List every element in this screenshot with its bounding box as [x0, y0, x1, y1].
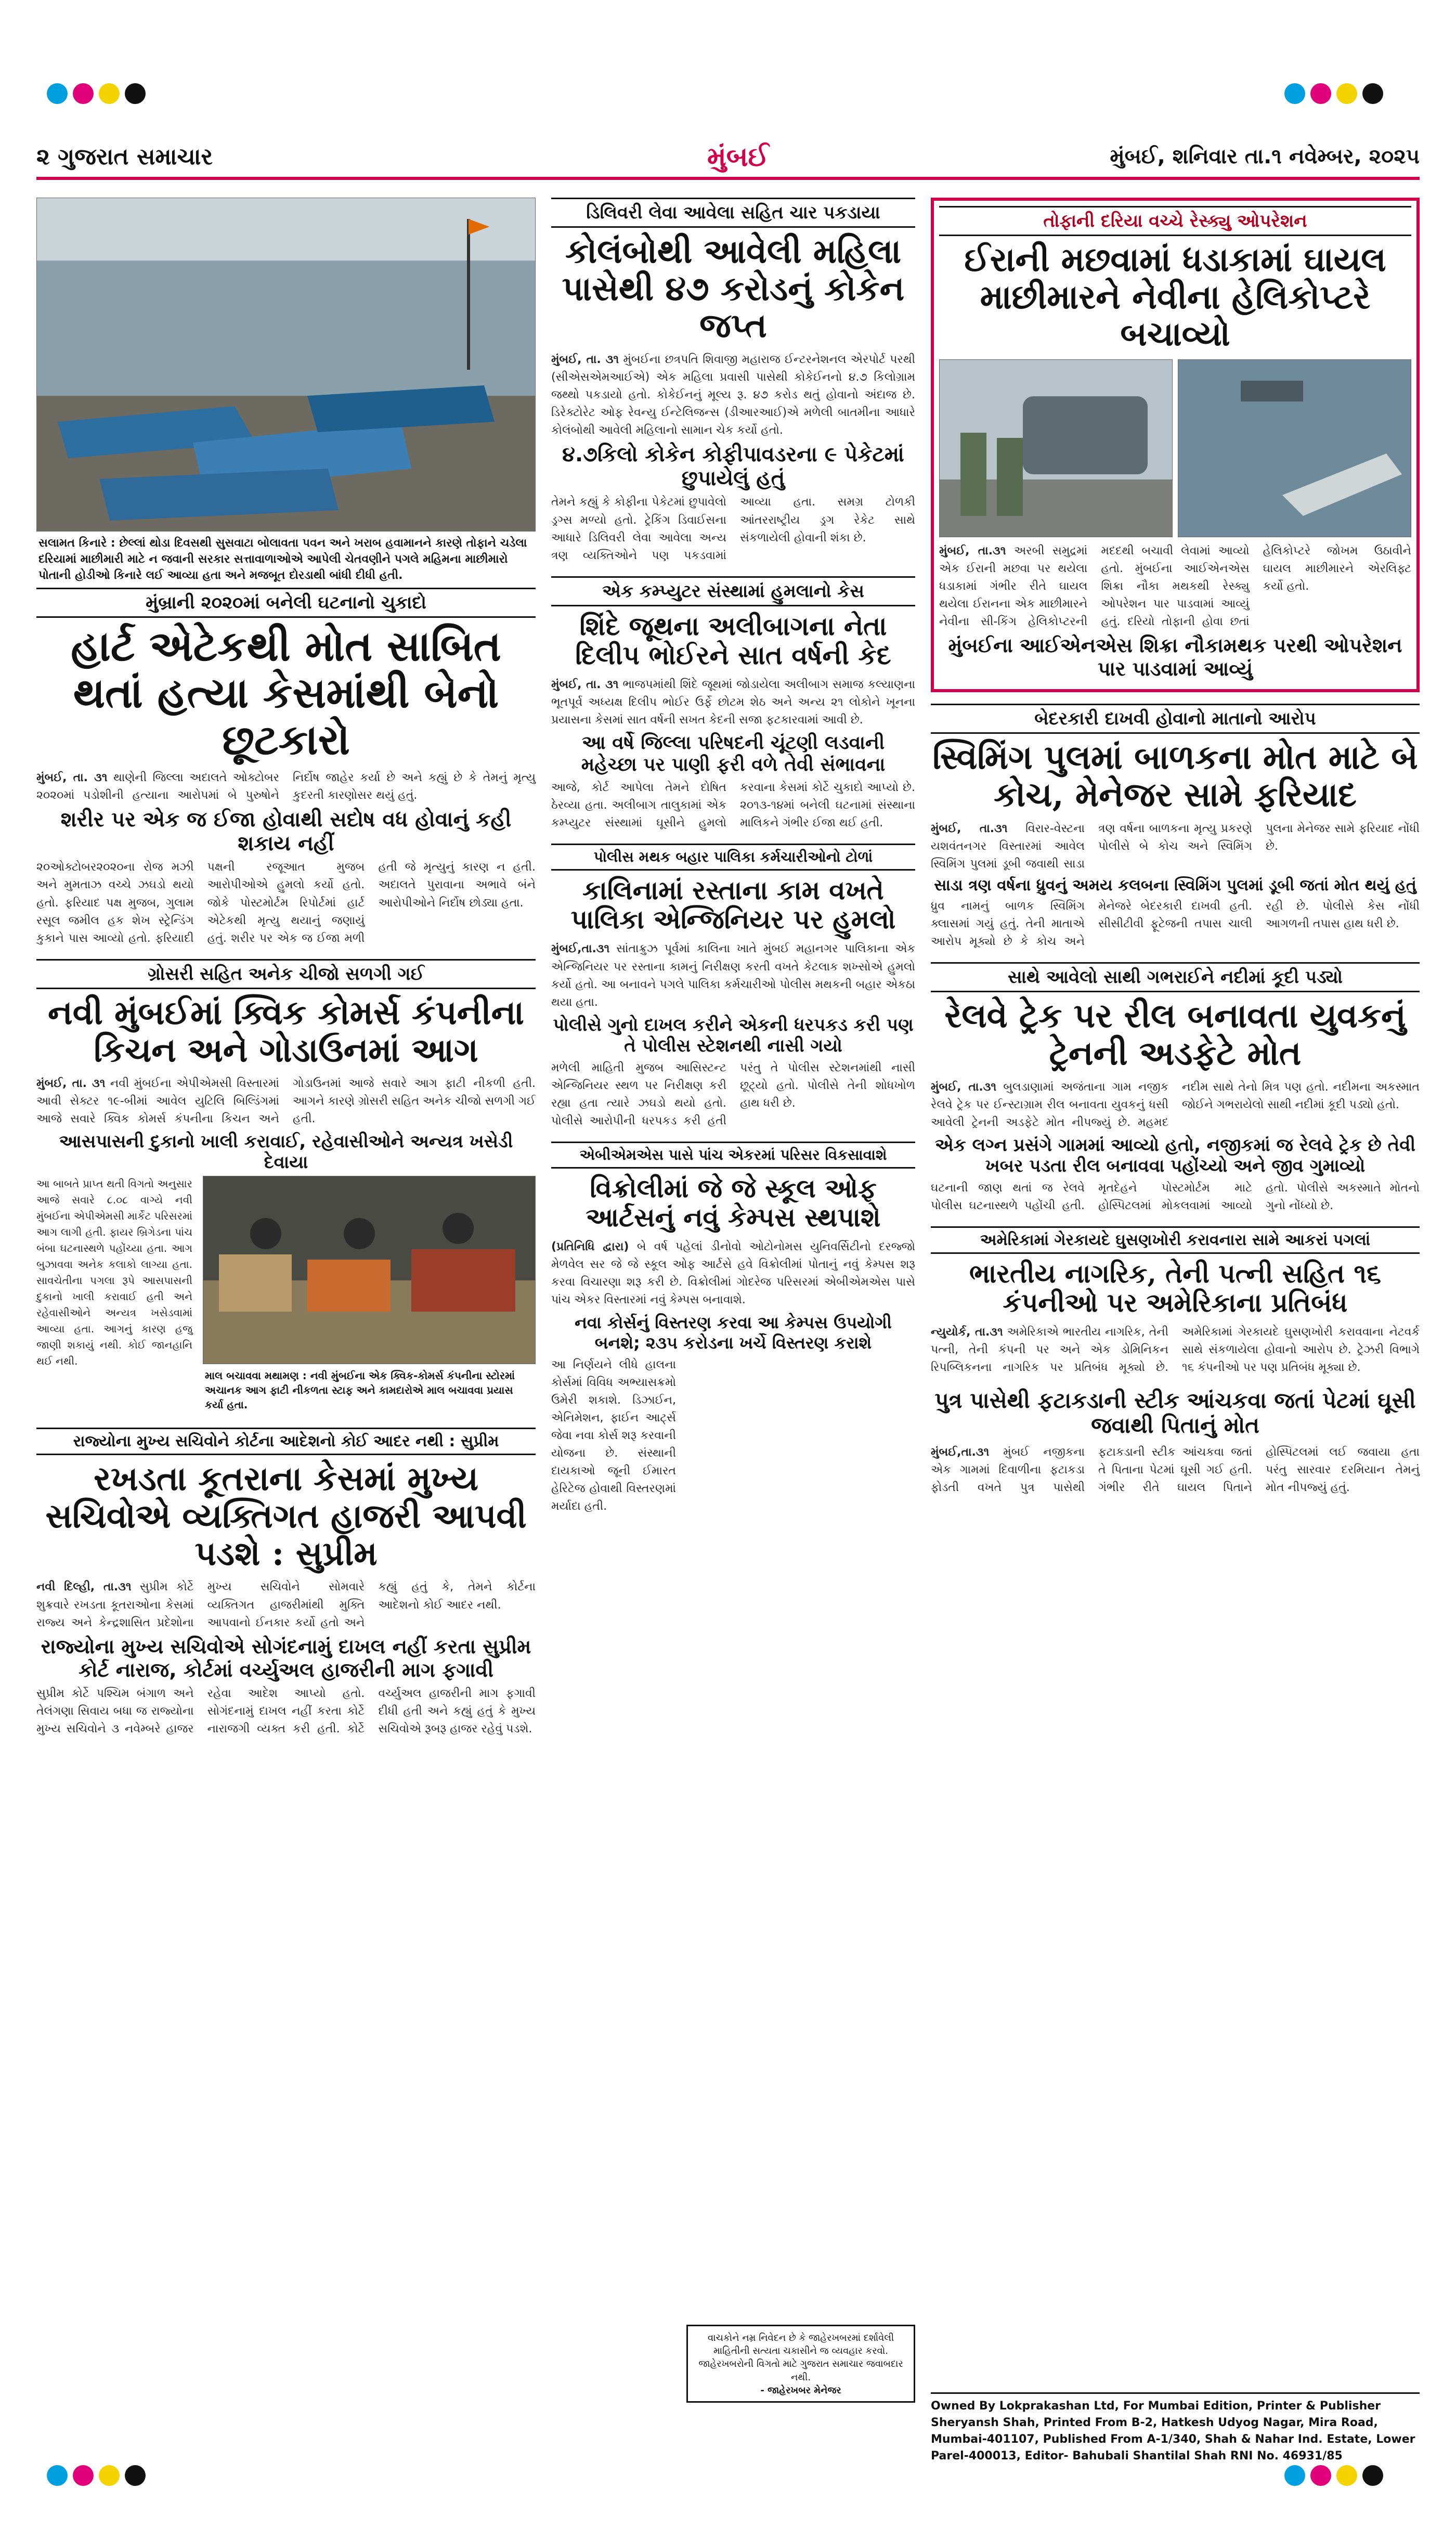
section-title: મુંબઈ [707, 141, 769, 173]
helicopter-image [940, 360, 1173, 537]
fire-photo [203, 1176, 536, 1364]
story-body: (પ્રતિનિધિ દ્વારા) બે વર્ષ પહેલાં ડીનોવો ઓટોનોમસ યુનિવર્સિટીનો દરજ્જો મેળવેલ સર જે જે સ્કૂલ ઓફ આર્ટસે હવે વિક્રોલીમાં પોતાનું નવું કેમ્પસ શરૂ કરવા વિચારણા શરૂ કરી છે. વિક્રોલીમાં ગોદરેજ પરિસરમાં એબીએમએસ પાસે પાંચ એકર વિસ્તારમાં નવું કેમ્પસ બનાવાશે. [551, 1240, 915, 1307]
subheadline: ૪.૭કિલો કોકેન કોફીપાવડરના ૯ પેકેટમાં છુપાયેલું હતું [562, 443, 904, 491]
registration-mark [47, 2465, 68, 2486]
rescue-sea-photo [1178, 359, 1411, 537]
subheadline: મુંબઈના આઈએનએસ શિક્રા નૌકામથક પરથી ઓપરેશન પાર પાડવામાં આવ્યું [948, 634, 1402, 681]
story-cocaine-seizure [551, 198, 915, 565]
fire-scene-image [203, 1176, 536, 1364]
kicker: એક કમ્પ્યુટર સંસ્થામાં હુમલાનો કેસ [551, 576, 915, 606]
subheadline: શરીર પર એક જ ઈજા હોવાથી સદોષ વધ હોવાનું કહી શકાય નહીં [60, 808, 512, 856]
story-body: મુંબઈ,તા.૩૧ મુંબઈ નજીકના એક ગામમાં દિવાળીના ફટાકડા ફોડતી વખતે પુત્ર પાસેથી ફટાકડાની સ્ટીક આંચકવા જતાં તે પિતાના પેટમાં ઘૂસી ગઈ હતી. ગંભીર રીતે ઘાયલ પિતાને હોસ્પિટલમાં લઈ જવાયા હતા પરંતુ સારવાર દરમિયાન તેમનું મોત નીપજ્યું હતું. [931, 1445, 1420, 1494]
edition-date: મુંબઈ, શનિવાર તા.૧ નવેમ્બર, ૨૦૨૫ [1110, 145, 1420, 169]
column-middle [551, 198, 915, 2402]
page-header [36, 140, 1420, 180]
headline: શિંદે જૂથના અલીબાગના નેતા દિલીપ ભોઈરને સાત વર્ષની કેદ [575, 610, 891, 670]
story-body: મુંબઈ, તા. ૩૧ ભાજપમાંથી શિંદે જૂથમાં જોડાયેલા અલીબાગ સમાજ કલ્યાણના ભૂતપૂર્વ અધ્યક્ષ દિલીપ ભોઈર ઉર્ફે છોટમ શેઠ અને અન્ય ૨૧ લોકોને ખૂનના પ્રયાસના કેસમાં સાત વર્ષની સખત કેદની સજા ફટકારવામાં આવી છે. [551, 678, 915, 727]
story-jj-school [551, 1142, 915, 1515]
story-body: નવી દિલ્હી, તા.૩૧ સુપ્રીમ કોર્ટે શુક્રવારે રખડતા કૂતરાઓના કેસમાં રાજ્ય અને કેન્દ્રશાસિત પ્રદેશોના મુખ્ય સચિવોને સોમવારે વ્યક્તિગત હાજરીમાંથી મુક્તિ આપવાનો ઈનકાર કર્યો હતો અને કહ્યું હતું કે, તેમને કોર્ટના આદેશનો કોઈ આદર નથી. [36, 1580, 536, 1629]
headline: ભારતીય નાગરિક, તેની પત્ની સહિત ૧૬ કંપનીઓ પર અમેરિકાના પ્રતિબંધ [969, 1258, 1381, 1318]
kicker: બેદરકારી દાખવી હોવાનો માતાનો આરોપ [931, 704, 1420, 734]
kicker: પોલીસ મથક બહાર પાલિકા કર્મચારીઓનો ટોળાં [551, 844, 915, 871]
publisher-imprint: Owned By Lokprakashan Ltd, For Mumbai Edition, Printer & Publisher Sheryansh Shah, Printed From B-2, Hatkesh Udyog Nagar, Mira Road, Mumbai-401107, Published From A-1/340, Shah & Nahar Ind. Estate, Lower Parel-400013, Editor- Bahubali Shantilal Shah RNI No. 46931/85 [931, 2392, 1420, 2465]
story-body: મુંબઈ,તા.૩૧ સાંતાક્રુઝ પૂર્વમાં કાલિના ખાતે મુંબઈ મહાનગર પાલિકાના એક એન્જિનિયર પર રસ્તાના કામનું નિરીક્ષણ કરતી વખતે કેટલાક શખ્સોએ હુમલો કર્યો હતો. આ બનાવને પગલે પાલિકા કર્મચારીઓ પોલીસ મથકની બહાર એકઠા થયા હતા. [551, 942, 916, 1009]
registration-mark [73, 2465, 94, 2486]
kicker: મુંબ્રાની ૨૦૨૦માં બનેલી ઘટનાનો ચુકાદો [36, 588, 536, 618]
headline: કોલંબોથી આવેલી મહિલા પાસેથી ૪૭ કરોડનું કોકેન જપ્ત [562, 232, 905, 346]
kicker: ગ્રોસરી સહિત અનેક ચીજો સળગી ગઈ [36, 959, 536, 989]
story-kalina-attack [551, 844, 915, 1130]
registration-mark [47, 83, 68, 104]
story-swimming-pool [931, 704, 1420, 951]
story-body: મુંબઈ, તા. ૩૧ મુંબઈના છત્રપતિ શિવાજી મહારાજ ઈન્ટરનેશનલ એરપોર્ટ પરથી (સીએસએમઆઈએ) એક મહિલા પ્રવાસી પાસેથી કોકેઈનનો ૪.૭ કિલોગ્રામ જથ્થો પકડાયો હતો. કોકેઈનનું મૂલ્ય રૂ. ૪૭ કરોડ થતું હોવાનો અંદાજ છે. ડિરેક્ટોરેટ ઓફ રેવન્યુ ઈન્ટેલિજન્સ (ડીઆરઆઈ)એ મળેલી બાતમીના આધારે કોલંબોથી આવેલી મહિલાનો સામાન ચેક કર્યો હતો. [551, 353, 915, 437]
registration-mark [99, 2465, 120, 2486]
fishing-boats-image [37, 198, 536, 531]
photo-caption: સલામત કિનારે : છેલ્લાં થોડા દિવસથી સુસવાટા બોલાવતા પવન અને ખરાબ હવામાનને કારણે તોફાને ચડેલા દરિયામાં માછીમારી માટે ન જવાની સરકાર સત્તાવાળાઓએ આપેલી ચેતવણીને પગલે મહિમના માછીમારો પોતાની હોડીઓ કિનારે લઈ આવ્યા હતા અને મજબૂત દોરડાથી બાંધી દીધી હતી. [38, 537, 527, 582]
story-body-continued: તેમને કહ્યું કે કોફીના પેકેટમાં છુપાવેલો ડ્રગ્સ મળ્યો હતો. ટ્રેકિંગ ડિવાઈસના આધારે ડિલિવરી લેવા આવેલા અન્ય ત્રણ વ્યક્તિઓને પણ પકડવામાં આવ્યા હતા. સમગ્ર ટોળકી આંતરરાષ્ટ્રીય ડ્રગ રેકેટ સાથે સંકળાયેલી હોવાની શંકા છે. [551, 496, 915, 562]
story-navy-rescue [931, 198, 1420, 692]
registration-mark [1310, 2465, 1331, 2486]
registration-mark [125, 83, 146, 104]
story-body: મુંબઈ, તા. ૩૧ થાણેની જિલ્લા અદાલતે ઓક્ટોબર ૨૦૨૦માં પડોશીની હત્યાના આરોપમાં બે પુરુષોને નિર્દોષ જાહેર કર્યા છે અને કહ્યું છે કે તેમનું મૃત્યુ કુદરતી કારણોસર થયું હતું. [36, 771, 536, 802]
headline: ઈરાની મછવામાં ધડાકામાં ઘાયલ માછીમારને નેવીના હેલિકોપ્ટરે બચાવ્યો [964, 240, 1386, 354]
story-body-continued: આજે, કોર્ટ આપેલા તેમને દોષિત ઠેરવ્યા હતા. અલીબાગ તાલુકામાં એક કમ્પ્યુટર સંસ્થામાં ઘૂસીને હુમલો કરવાના કેસમાં કોર્ટે ચુકાદો આપ્યો છે. ૨૦૧૩-૧૪માં બનેલી ઘટનામાં સંસ્થાના માલિકને ગંભીર ઈજા થઈ હતી. [551, 781, 915, 830]
registration-mark [1310, 83, 1331, 104]
headline: નવી મુંબઈમાં ક્વિક કોમર્સ કંપનીના કિચન અને ગોડાઉનમાં આગ [48, 993, 524, 1070]
subheadline: નવા કોર્સનું વિસ્તરણ કરવા આ કેમ્પસ ઉપયોગી બનશે; ૨૩૫ કરોડના ખર્ચે વિસ્તરણ કરાશે [575, 1312, 892, 1353]
kicker: અમેરિકામાં ગેરકાયદે ઘુસણખોરી કરાવનારા સામે આકરાં પગલાં [931, 1226, 1420, 1254]
story-body-continued: મળેલી માહિતી મુજબ આસિસ્ટન્ટ એન્જિનિયર સ્થળ પર નિરીક્ષણ કરી રહ્યા હતા ત્યારે ઝઘડો થયો હતો. પોલીસે આરોપીની ધરપકડ કરી હતી પરંતુ તે પોલીસ સ્ટેશનમાંથી નાસી છૂટ્યો હતો. પોલીસે તેની શોધખોળ હાથ ધરી છે. [551, 1061, 915, 1128]
story-railway-reel [931, 962, 1420, 1215]
subheadline: આસપાસની દુકાનો ખાલી કરાવાઈ, રહેવાસીઓને અન્યત્ર ખસેડી દેવાયા [59, 1131, 513, 1173]
sea-rescue-image [1178, 360, 1411, 537]
navy-helicopter-photo [939, 359, 1173, 537]
kicker: ડિલિવરી લેવા આવેલા સહિત ચાર પકડાયા [551, 198, 915, 228]
registration-mark [99, 83, 120, 104]
column-right [931, 198, 1420, 2402]
headline: રખડતા કૂતરાના કેસમાં મુખ્ય સચિવોએ વ્યક્તિગત હાજરી આપવી પડશે : સુપ્રીમ [45, 1459, 527, 1573]
advertisement-notice: વાચકોને નમ્ર નિવેદન છે કે જાહેરખબરમાં દર્શાવેલી માહિતીની સત્યતા ચકાસીને જ વ્યવહાર કરવો. જાહેરખબરોની વિગતો માટે ગુજરાત સમાચાર જવાબદાર નથી. - જાહેરખબર મેનેજર [686, 2325, 915, 2403]
registration-mark [1336, 83, 1357, 104]
story-body-continued: ઘટનાની જાણ થતાં જ રેલવે પોલીસ ઘટનાસ્થળે પહોંચી હતી. મૃતદેહને પોસ્ટમોર્ટમ માટે હોસ્પિટલમાં મોકલવામાં આવ્યો હતો. પોલીસે અકસ્માતે મોતનો ગુનો નોંધ્યો છે. [931, 1182, 1420, 1213]
headline: રેલવે ટ્રેક પર રીલ બનાવતા યુવકનું ટ્રેનની અડફેટે મોત [944, 996, 1406, 1073]
photo-caption: માલ બચાવવા મથામણ : નવી મુંબઈના એક ક્વિક-કોમર્સ કંપનીના સ્ટોરમાં અચાનક આગ ફાટી નીકળતા સ્ટાફ અને કામદારોએ માલ બચાવવા પ્રયાસ કર્યા હતા. [205, 1369, 515, 1411]
registration-mark [1284, 83, 1305, 104]
story-body: ન્યુયોર્ક, તા.૩૧ અમેરિકાએ ભારતીય નાગરિક, તેની પત્ની, તેની કંપની પર અને એક ડોમિનિકન રિપબ્લિકનના નાગરિક પર પ્રતિબંધ મૂક્યો છે. અમેરિકામાં ગેરકાયદે ઘુસણખોરી કરાવવાના નેટવર્ક સાથે સંકળાયેલા હોવાનો આરોપ છે. ટ્રેઝરી વિભાગે ૧૬ કંપનીઓ પર પણ પ્રતિબંધ મૂક્યા છે. [931, 1326, 1420, 1375]
registration-mark [1362, 2465, 1383, 2486]
subheadline: પોલીસે ગુનો દાખલ કરીને એકની ધરપકડ કરી પણ તે પોલીસ સ્ટેશનથી નાસી ગયો [553, 1014, 914, 1056]
story-body-continued: સુપ્રીમ કોર્ટે પશ્ચિમ બંગાળ અને તેલંગણા સિવાય બધા જ રાજ્યોના મુખ્ય સચિવોને ૩ નવેમ્બરે હાજર રહેવા આદેશ આપ્યો હતો. સોગંદનામું દાખલ નહીં કરતા કોર્ટે નારાજગી વ્યક્ત કરી હતી. કોર્ટે વર્ચ્યુઅલ હાજરીની માગ ફગાવી દીધી હતી અને કહ્યું હતું કે મુખ્ય સચિવોએ રૂબરૂ હાજર રહેવું પડશે. [36, 1687, 536, 1735]
story-body: મુંબઈ, તા.૩૧ બુલડાણામાં અજંતાના ગામ નજીક રેલવે ટ્રેક પર ઈન્સ્ટાગ્રામ રીલ બનાવતા યુવકનું ધસી આવેલી ટ્રેનની અડફેટે મોત નીપજ્યું છે. મહમદ નદીમ સાથે તેનો મિત્ર પણ હતો. નદીમના અકસ્માત જોઈને ગભરાયેલો સાથી નદીમાં કૂદી પડ્યો હતો. [931, 1080, 1420, 1129]
subheadline: રાજ્યોના મુખ્ય સચિવોએ સોગંદનામું દાખલ નહીં કરતા સુપ્રીમ કોર્ટ નારાજ, કોર્ટમાં વર્ચ્યુઅલ હાજરીની માગ ફગાવી [41, 1635, 531, 1681]
kicker: સાથે આવેલો સાથી ગભરાઈને નદીમાં કૂદી પડ્યો [931, 962, 1420, 992]
page-number: ૨ ગુજરાત સમાચાર [36, 144, 213, 170]
story-body: મુંબઈ, તા. ૩૧ નવી મુંબઈના એપીએમસી વિસ્તારમાં આવી સેક્ટર ૧૯-બીમાં આવેલ યુટિલિ બિલ્ડિંગમાં આજે સવારે ક્વિક કોમર્સ કંપનીના કિચન અને ગોડાઉનમાં આજે સવારે આગ ફાટી નીકળી હતી. આગને કારણે ગ્રોસરી સહિત અનેક ચીજો સળગી ગઈ હતી. [36, 1077, 536, 1126]
kicker: રાજ્યોના મુખ્ય સચિવોને કોર્ટના આદેશનો કોઈ આદર નથી : સુપ્રીમ [36, 1428, 536, 1455]
registration-mark [125, 2465, 146, 2486]
story-body: મુંબઈ, તા.૩૧ અરબી સમુદ્રમાં એક ઈરાની મછવા પર થયેલા ધડાકામાં ગંભીર રીતે ઘાયલ થયેલા ઈરાનના એક માછીમારને નેવીના સી-કિંગ હેલિકોપ્ટરની મદદથી બચાવી લેવામાં આવ્યો હતો. મુંબઈના આઈએનએસ શિક્રા નૌકા મથકથી રેસ્ક્યુ ઓપરેશન પાર પાડવામાં આવ્યું હતું. દરિયો તોફાની હોવા છતાં હેલિકોપ્ટરે જોખમ ઉઠાવીને ઘાયલ માછીમારને એરલિફ્ટ કર્યો હતો. [939, 545, 1411, 629]
story-us-sanctions [931, 1226, 1420, 1377]
subheadline: સાડા ત્રણ વર્ષના ધ્રુવનું અમય કલબના સ્વિમિંગ પુલમાં ડૂબી જતાં મોત થયું હતું [934, 876, 1416, 895]
headline: પુત્ર પાસેથી ફટાકડાની સ્ટીક આંચકવા જતાં પેટમાં ઘૂસી જવાથી પિતાનું મોત [934, 1388, 1416, 1438]
registration-mark [1336, 2465, 1357, 2486]
story-body-continued: આ બાબતે પ્રાપ્ત થતી વિગતો અનુસાર આજે સવારે ૮.૦૮ વાગ્યે નવી મુંબઈના એપીએમસી માર્કેટ પરિસરમાં આગ લાગી હતી. ફાયર બ્રિગેડના પાંચ બંબા ઘટનાસ્થળે પહોંચ્યા હતા. આગ બુઝાવવા અનેક કલાકો લાગ્યા હતા. સાવચેતીના પગલા રૂપે આસપાસની દુકાનો ખાલી કરાવાઈ હતી અને રહેવાસીઓને અન્યત્ર ખસેડવામાં આવ્યા હતા. આગનું કારણ હજુ જાણી શકાયું નથી. કોઈ જાનહાનિ થઈ નથી. [36, 1177, 192, 1368]
registration-mark [1284, 2465, 1305, 2486]
kicker: તોફાની દરિયા વચ્ચે રેસ્ક્યુ ઓપરેશન [939, 206, 1411, 236]
story-alibag-leader [551, 576, 915, 833]
headline: કાલિનામાં રસ્તાના કામ વખતે પાલિકા એન્જિનિયર પર હુમલો [570, 875, 896, 935]
story-body-continued: આ નિર્ણયને લીધે હાલના કોર્સમાં વિવિધ અભ્યાસક્રમો ઉમેરી શકાશે. ડિઝાઈન, એનિમેશન, ફાઈન આર્ટ્સ જેવા નવા કોર્સ શરૂ કરવાની યોજના છે. સંસ્થાની દાયકાઓ જૂની ઈમારત હેરિટેજ હોવાથી વિસ્તરણમાં મર્યાદા હતી. [551, 1358, 676, 1513]
subheadline: આ વર્ષે જિલ્લા પરિષદની ચૂંટણી લડવાની મહેચ્છા પર પાણી ફરી વળે તેવી સંભાવના [581, 732, 886, 776]
story-navi-mumbai-fire [36, 959, 536, 1417]
story-body-continued: ૨૦ઓક્ટોબર૨૦૨૦ના રોજ મઝી અને મુમતાઝ વચ્ચે ઝઘડો થયો હતો. ફરિયાદ પક્ષ મુજબ, ગુલામ રસૂલ જમીલ હક શેખ સ્ટ્રેન્ડિંગ કુકાને પાસ આવ્યો હતો. ફરિયાદી પક્ષની રજૂઆત મુજબ આરોપીઓએ હુમલો કર્યો હતો. જોકે પોસ્ટમોર્ટમ રિપોર્ટમાં હાર્ટ એટેકથી મૃત્યુ થયાનું જણાયું હતું. શરીર પર એક જ ઈજા મળી હતી જે મૃત્યુનું કારણ ન હતી. અદાલતે પુરાવાના અભાવે બંને આરોપીઓને નિર્દોષ છોડ્યા હતા. [36, 861, 536, 945]
headline: વિક્રોલીમાં જે જે સ્કૂલ ઓફ આર્ટસનું નવું કેમ્પસ સ્થપાશે [586, 1173, 881, 1233]
story-firecracker [931, 1388, 1420, 1496]
kicker: એબીએમએસ પાસે પાંચ એકરમાં પરિસર વિકસાવાશે [551, 1142, 915, 1169]
story-body: મુંબઈ, તા.૩૧ વિરાર-વેસ્ટના યશવંતનગર વિસ્તારમાં આવેલ સ્વિમિંગ પુલમાં ડૂબી જવાથી સાડા ત્રણ વર્ષના બાળકના મૃત્યુ પ્રકરણે પોલીસે બે કોચ અને સ્વિમિંગ પુલના મેનેજર સામે ફરિયાદ નોંધી છે. [931, 822, 1420, 871]
story-body-continued: ધ્રુવ નામનું બાળક સ્વિમિંગ ક્લાસમાં ગયું હતું. તેની માતાએ આરોપ મૂક્યો છે કે કોચ અને મેનેજરે બેદરકારી દાખવી હતી. સીસીટીવી ફૂટેજની તપાસ ચાલી રહી છે. પોલીસે કેસ નોંધી આગળની તપાસ હાથ ધરી છે. [931, 900, 1420, 949]
fishing-boats-photo [36, 198, 536, 532]
registration-mark [1362, 83, 1383, 104]
registration-mark [73, 83, 94, 104]
column-left [36, 198, 536, 2402]
headline: સ્વિમિંગ પુલમાં બાળકના મોત માટે બે કોચ, મેનેજર સામે ફરિયાદ [932, 738, 1418, 815]
headline: હાર્ટ એટેકથી મોત સાબિત થતાં હત્યા કેસમાંથી બેનો છૂટકારો [71, 621, 501, 764]
subheadline: એક લગ્ન પ્રસંગે ગામમાં આવ્યો હતો, નજીકમાં જ રેલવે ટ્રેક છે તેવી ખબર પડતા રીલ બનાવવા પહોંચ્યો અને જીવ ગુમાવ્યો [934, 1135, 1416, 1177]
story-supreme-court [36, 1428, 536, 1738]
story-heart-attack [36, 588, 536, 947]
